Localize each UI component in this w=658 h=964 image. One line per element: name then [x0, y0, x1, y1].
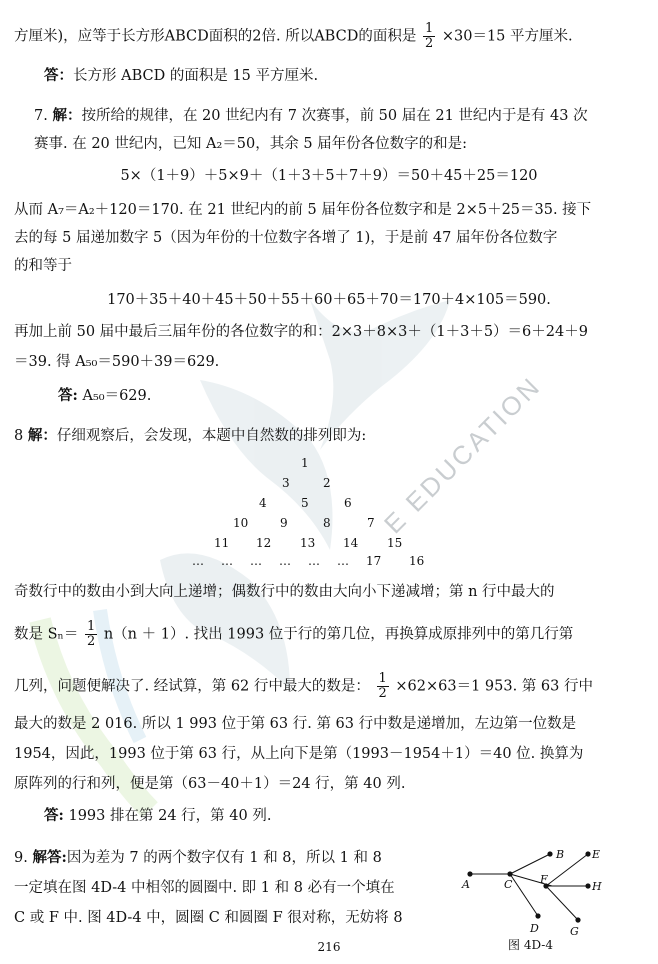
text-segment: 数是 Sₙ＝ [14, 626, 79, 643]
figure-4d-4 [460, 840, 620, 940]
text-line [14, 22, 634, 51]
node-g [575, 917, 580, 922]
triangle-number: 10 [233, 516, 249, 530]
node-c [507, 871, 512, 876]
triangle-ellipsis: … [337, 554, 349, 568]
text-segment: 按所给的规律，在 20 世纪内有 7 次赛事，前 50 届在 21 世纪内于是有 43 次 [81, 108, 588, 124]
triangle-ellipsis: … [192, 554, 204, 568]
node-h [585, 883, 590, 888]
text-segment: ×62×63＝1 953. 第 63 行中 [395, 678, 593, 695]
fraction-numerator: 1 [424, 21, 434, 36]
triangle-number: 6 [344, 496, 352, 510]
text-line [14, 352, 634, 372]
text-segment: 一定填在图 4D-4 中相邻的圆圈中. 即 1 和 8 必有一个填在 [14, 880, 395, 896]
figure-caption: 图 4D-4 [508, 938, 553, 952]
text-segment: 赛事. 在 20 世纪内，已知 A₂＝50，其余 5 届年份各位数字的和是: [34, 136, 468, 152]
triangle-ellipsis: … [221, 554, 233, 568]
question-7-line [34, 106, 634, 126]
text-segment: 因为差为 7 的两个数字仅有 1 和 8，所以 1 和 8 [66, 850, 382, 866]
answer-label: 答: [58, 387, 78, 404]
answer-label: 答: [44, 807, 64, 824]
node-label-f: F [540, 873, 548, 886]
text-line [34, 134, 634, 154]
answer-line [44, 806, 634, 826]
equation-text: 170＋35＋40＋45＋50＋55＋60＋65＋70＝170＋4×105＝590. [107, 292, 551, 308]
triangle-number: 4 [259, 496, 267, 510]
node-label-a: A [462, 878, 470, 891]
text-segment: 仔细观察后，会发现，本题中自然数的排列即为: [56, 428, 367, 444]
figure-nodes [467, 851, 590, 922]
triangle-ellipsis: … [279, 554, 291, 568]
text-segment: 方厘米)，应等于长方形ABCD面积的2倍. 所以ABCD的面积是 [14, 28, 417, 45]
node-label-e: E [592, 848, 601, 861]
fraction [85, 620, 97, 649]
equation [0, 166, 658, 186]
text-line [14, 256, 634, 276]
text-segment: 去的每 5 届递加数字 5（因为年份的十位数字各增了 1)，于是前 47 届年份各位数字 [14, 230, 558, 246]
text-segment: 再加上前 50 届中最后三届年份的各位数字的和：2×3＋8×3＋（1＋3＋5）＝6＋24＋9 [14, 324, 588, 340]
text-line [14, 200, 634, 220]
fraction [377, 672, 389, 701]
text-segment: C 或 F 中. 图 4D-4 中，圆圈 C 和圆圈 F 很对称，无妨将 8 [14, 910, 403, 926]
solution-label: 解答: [32, 849, 67, 866]
node-e [585, 851, 590, 856]
node-label-d: D [530, 922, 539, 935]
fraction-denominator: 2 [424, 36, 434, 51]
fraction-denominator: 2 [86, 634, 96, 649]
fraction-denominator: 2 [378, 686, 387, 701]
page-number: 216 [317, 940, 341, 954]
question-number: 7. [34, 108, 48, 124]
triangle-number: 2 [323, 476, 331, 490]
text-segment: 原阵列的行和列，便是第（63－40＋1）＝24 行，第 40 列. [14, 776, 406, 792]
text-segment: n（n ＋ 1）. 找出 1993 位于行的第几位，再换算成原排列中的第几行第 [103, 626, 574, 643]
node-label-h: H [592, 880, 602, 893]
triangle-number: 16 [409, 554, 425, 568]
text-segment: 最大的数是 2 016. 所以 1 993 位于第 63 行. 第 63 行中数是递增加，左边第一位数是 [14, 716, 577, 732]
question-8-line [14, 426, 634, 446]
node-b [547, 851, 552, 856]
equation [0, 290, 658, 310]
text-segment: ×30＝15 平方厘米. [441, 28, 573, 45]
text-line [14, 582, 634, 602]
fraction [423, 22, 435, 51]
text-segment: 几列，问题便解决了. 经试算，第 62 行中最大的数是： [14, 678, 370, 695]
node-label-c: C [504, 878, 513, 891]
question-number: 9. [14, 850, 28, 866]
equation-text: 5×（1＋9）＋5×9＋（1＋3＋5＋7＋9）＝50＋45＋25＝120 [120, 168, 538, 184]
fraction-numerator: 1 [378, 671, 387, 686]
node-a [467, 871, 472, 876]
triangle-number: 7 [367, 516, 375, 530]
text-segment: 奇数行中的数由小到大向上递增；偶数行中的数由大向小下递减增；第 n 行中最大的 [14, 584, 555, 600]
triangle-ellipsis: … [308, 554, 320, 568]
text-line [14, 774, 634, 794]
solution-label: 解： [52, 107, 82, 124]
triangle-number: 17 [366, 554, 382, 568]
question-number: 8 [14, 428, 24, 444]
text-line [14, 620, 634, 649]
answer-text: 1993 排在第 24 行，第 40 列. [68, 808, 272, 824]
node-d [535, 913, 540, 918]
answer-label: 答： [44, 67, 73, 84]
triangle-number: 14 [343, 536, 359, 550]
text-segment: ＝39. 得 A₅₀＝590＋39＝629. [14, 354, 220, 370]
answer-text: A₅₀＝629. [82, 388, 152, 404]
triangle-number: 13 [300, 536, 316, 550]
text-line [14, 228, 634, 248]
triangle-number: 8 [323, 516, 331, 530]
node-label-g: G [570, 925, 579, 938]
triangle-ellipsis: … [250, 554, 262, 568]
triangle-number: 15 [387, 536, 403, 550]
solution-label: 解： [27, 427, 57, 444]
triangle-number: 12 [256, 536, 272, 550]
text-line [14, 322, 634, 342]
text-segment: 1954，因此，1993 位于第 63 行，从上向下是第（1993－1954＋1）＝40 位. 换算为 [14, 746, 584, 762]
watermark-text: E EDUCATION [378, 370, 547, 540]
fraction-numerator: 1 [86, 619, 96, 634]
answer-text: 长方形 ABCD 的面积是 15 平方厘米. [73, 68, 319, 84]
triangle-number: 9 [280, 516, 288, 530]
answer-line [44, 66, 634, 86]
triangle-number: 5 [301, 496, 309, 510]
node-label-b: B [556, 848, 565, 861]
triangle-number: 3 [282, 476, 290, 490]
triangle-number: 11 [214, 536, 230, 550]
text-line [14, 744, 634, 764]
text-line [14, 714, 634, 734]
triangle-number: 1 [301, 456, 309, 470]
text-segment: 从而 A₇＝A₂＋120＝170. 在 21 世纪内的前 5 届年份各位数字和是 2×5＋25＝35. 接下 [14, 202, 592, 218]
answer-line [58, 386, 634, 406]
text-line [14, 672, 634, 701]
text-segment: 的和等于 [14, 258, 72, 274]
